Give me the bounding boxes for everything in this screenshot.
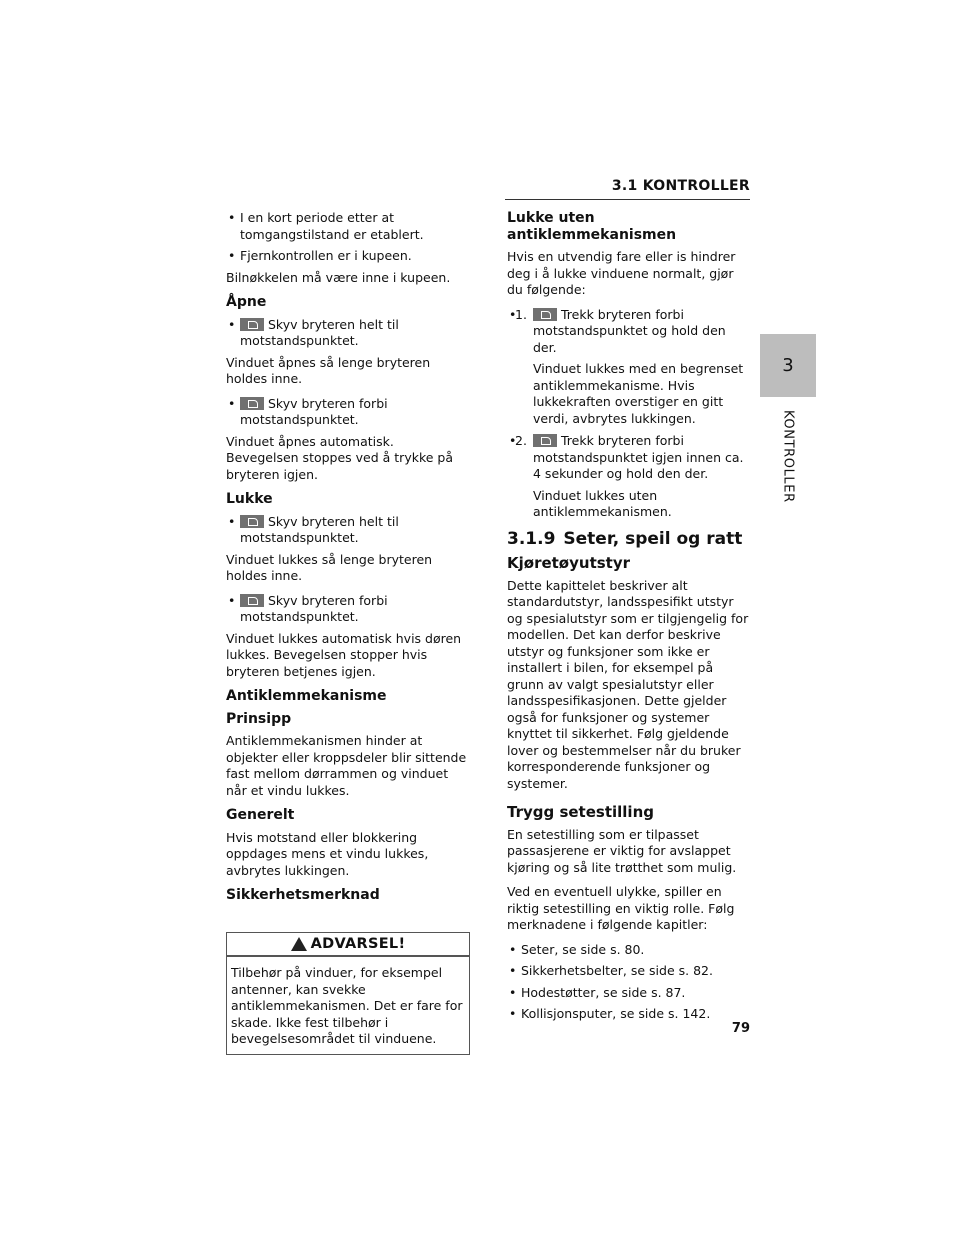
list-item-text: Skyv bryteren helt til motstandspunktet. [240, 316, 399, 348]
list-item-text: Skyv bryteren helt til motstandspunktet. [240, 513, 399, 545]
window-switch-icon [240, 515, 264, 528]
list-item-text: Skyv bryteren forbi motstandspunktet. [240, 395, 388, 427]
chapter-tab: 3 [760, 334, 816, 397]
step-result: Vinduet lukkes uten antiklemmekanismen. [533, 487, 672, 519]
paragraph: Vinduet åpnes automatisk. Bevegelsen stoppes ved å trykke på bryteren igjen. [226, 433, 454, 482]
list-item: • Hodestøtter, se side s. 87. [507, 985, 752, 1002]
step-number: • 1. [515, 306, 527, 322]
heading-vehicle-equipment: Kjøretøyutstyr [507, 554, 631, 572]
window-switch-icon [533, 434, 557, 447]
warning-title: ADVARSEL! [310, 935, 406, 952]
step-result: Vinduet lukkes med en begrenset antiklemmekanisme. Hvis lukkekraften overstiger en gitt verdi, avbrytes lukkingen. [533, 361, 744, 426]
section-title [507, 528, 752, 549]
chapter-tab-label: KONTROLLER [780, 410, 796, 503]
right-column [507, 210, 752, 1028]
paragraph: Dette kapittelet beskriver alt standardutstyr, landsspesifikt utstyr og spesialutstyr som er tilgjengelig for modellen. Det kan derfor beskrive utstyr og funksjoner som ikke er installert i bilen, for eksempel på grunn av valgt spesialutstyr eller landsspesifikasjonen. Dette gjelder også for funksjoner og systemer knyttet til sikkerhet. Følg gjeldende lover og bestemmelser når du bruker korresponderende funksjoner og systemer. [507, 577, 749, 791]
list-item [226, 514, 470, 547]
heading-general: Generelt [226, 807, 295, 823]
section-header: 3.1 KONTROLLER [611, 178, 750, 194]
left-column [226, 210, 470, 1055]
heading-close: Lukke [226, 491, 273, 507]
list-item [226, 593, 470, 626]
warning-header [227, 933, 469, 958]
step-text: Trekk bryteren forbi motstandspunktet og hold den der. [533, 306, 726, 355]
step-item [507, 433, 752, 483]
heading-close-without-antipinch: Lukke uten antiklemmekanismen [507, 210, 677, 243]
window-switch-icon [240, 594, 264, 607]
paragraph: Bilnøkkelen må være inne i kupeen. [226, 269, 451, 285]
paragraph: Vinduet lukkes automatisk hvis døren lukkes. Bevegelsen stopper hvis bryteren betjenes igjen. [226, 630, 462, 679]
window-switch-icon [240, 318, 264, 331]
window-switch-icon [533, 308, 557, 321]
step-item [507, 307, 752, 357]
list-item-text: Skyv bryteren forbi motstandspunktet. [240, 592, 388, 624]
heading-safe-seat-position: Trygg setestilling [507, 803, 654, 821]
paragraph: Vinduet lukkes så lenge bryteren holdes inne. [226, 551, 433, 583]
header-rule [505, 199, 750, 200]
list-item: • Seter, se side s. 80. [507, 942, 752, 959]
paragraph: Vinduet åpnes så lenge bryteren holdes inne. [226, 354, 431, 386]
window-switch-icon [240, 397, 264, 410]
section-title-text: Seter, speil og ratt [563, 528, 743, 549]
step-text: Trekk bryteren forbi motstandspunktet igjen innen ca. 4 sekunder og hold den der. [533, 433, 744, 481]
heading-safety: Sikkerhetsmerknad [226, 887, 380, 903]
warning-triangle-icon [291, 937, 307, 951]
step-number: • 2. [515, 433, 527, 448]
list-item: • Fjernkontrollen er i kupeen. [226, 248, 470, 265]
page-number: 79 [731, 1021, 750, 1036]
list-item [226, 396, 470, 429]
warning-box [226, 932, 470, 1055]
list-item: • Sikkerhetsbelter, se side s. 82. [507, 963, 752, 980]
paragraph: Hvis motstand eller blokkering oppdages mens et vindu lukkes, avbrytes lukkingen. [226, 829, 429, 878]
paragraph: Antiklemmekanismen hinder at objekter eller kroppsdeler blir sittende fast mellom dørrammen og vinduet når et vindu lukkes. [226, 733, 467, 798]
list-item: • Kollisjonsputer, se side s. 142. [507, 1006, 752, 1023]
paragraph: En setestilling som er tilpasset passasjerene er viktig for avslappet kjøring og så lite trøtthet som mulig. [507, 826, 737, 875]
heading-principle: Prinsipp [226, 710, 292, 727]
paragraph: Ved en eventuell ulykke, spiller en riktig setestilling en viktig rolle. Følg merknadene i følgende kapitler: [507, 884, 735, 932]
heading-antipinch: Antiklemmekanisme [226, 688, 387, 704]
paragraph: Hvis en utvendig fare eller is hindrer deg i å lukke vinduene normalt, gjør du følgende: [507, 249, 736, 297]
section-number: 3.1.9 [507, 528, 556, 549]
list-item [226, 317, 470, 350]
warning-text: Tilbehør på vinduer, for eksempel antenner, kan svekke antiklemmekanismen. Det er fare for skade. Ikke fest tilbehør i bevegelsesområdet til vinduene. [231, 965, 463, 1046]
list-item: • I en kort periode etter at tomgangstilstand er etablert. [226, 210, 470, 243]
heading-open: Åpne [226, 294, 267, 310]
